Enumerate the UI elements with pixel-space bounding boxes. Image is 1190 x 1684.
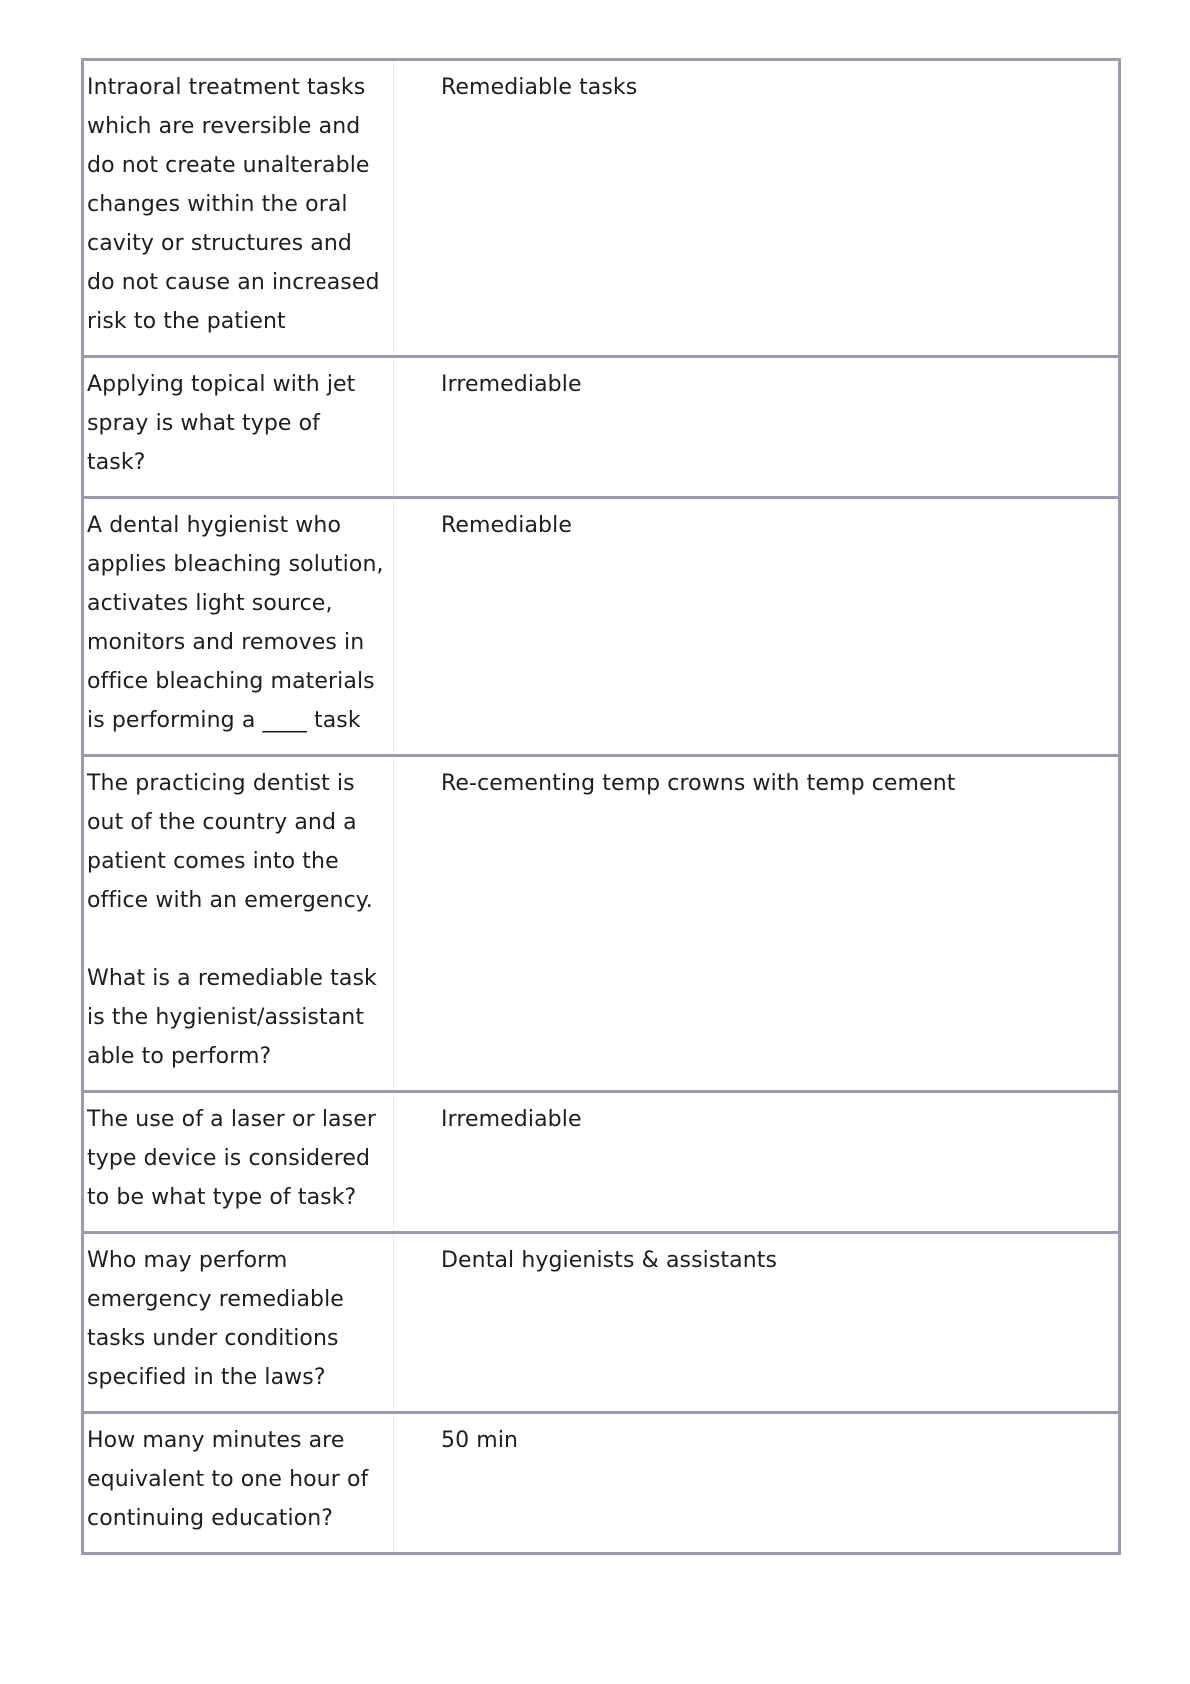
flashcard-row: [83, 1092, 1120, 1233]
term-cell: [83, 498, 394, 756]
flashcard-row: [83, 1413, 1120, 1554]
term-cell: [83, 357, 394, 498]
flashcard-row: [83, 1233, 1120, 1413]
flashcard-row: [83, 756, 1120, 1092]
term-cell: [83, 1233, 394, 1413]
flashcard-table: [81, 58, 1121, 1555]
term-text: The use of a laser or laser type device is considered to be what type of task?: [87, 1107, 376, 1210]
definition-cell: [394, 498, 1120, 756]
flashcard-row: [83, 60, 1120, 357]
term-text: The practicing dentist is out of the country and a patient comes into the office with an emergency. What is a remediable task is the hygienist/assistant able to perform?: [87, 771, 377, 1069]
definition-cell: [394, 1092, 1120, 1233]
term-cell: [83, 756, 394, 1092]
term-cell: [83, 1413, 394, 1554]
definition-cell: [394, 756, 1120, 1092]
term-text: How many minutes are equivalent to one hour of continuing education?: [87, 1428, 369, 1531]
term-text: Applying topical with jet spray is what type of task?: [87, 372, 356, 475]
definition-text: Re-cementing temp crowns with temp cement: [441, 771, 956, 796]
term-text: Intraoral treatment tasks which are reversible and do not create unalterable changes within the oral cavity or structures and do not cause an increased risk to the patient: [87, 75, 380, 334]
definition-text: Irremediable: [441, 1107, 582, 1132]
definition-cell: [394, 60, 1120, 357]
term-text: A dental hygienist who applies bleaching solution, activates light source, monitors and removes in office bleaching materials is performing a ____ task: [87, 513, 384, 733]
definition-text: Remediable: [441, 513, 572, 538]
definition-cell: [394, 357, 1120, 498]
term-cell: [83, 1092, 394, 1233]
flashcard-row: [83, 357, 1120, 498]
definition-text: Dental hygienists & assistants: [441, 1248, 778, 1273]
definition-text: Irremediable: [441, 372, 582, 397]
term-text: Who may perform emergency remediable tasks under conditions specified in the laws?: [87, 1248, 344, 1390]
definition-cell: [394, 1413, 1120, 1554]
definition-text: Remediable tasks: [441, 75, 638, 100]
definition-cell: [394, 1233, 1120, 1413]
term-cell: [83, 60, 394, 357]
definition-text: 50 min: [441, 1428, 519, 1453]
flashcard-row: [83, 498, 1120, 756]
